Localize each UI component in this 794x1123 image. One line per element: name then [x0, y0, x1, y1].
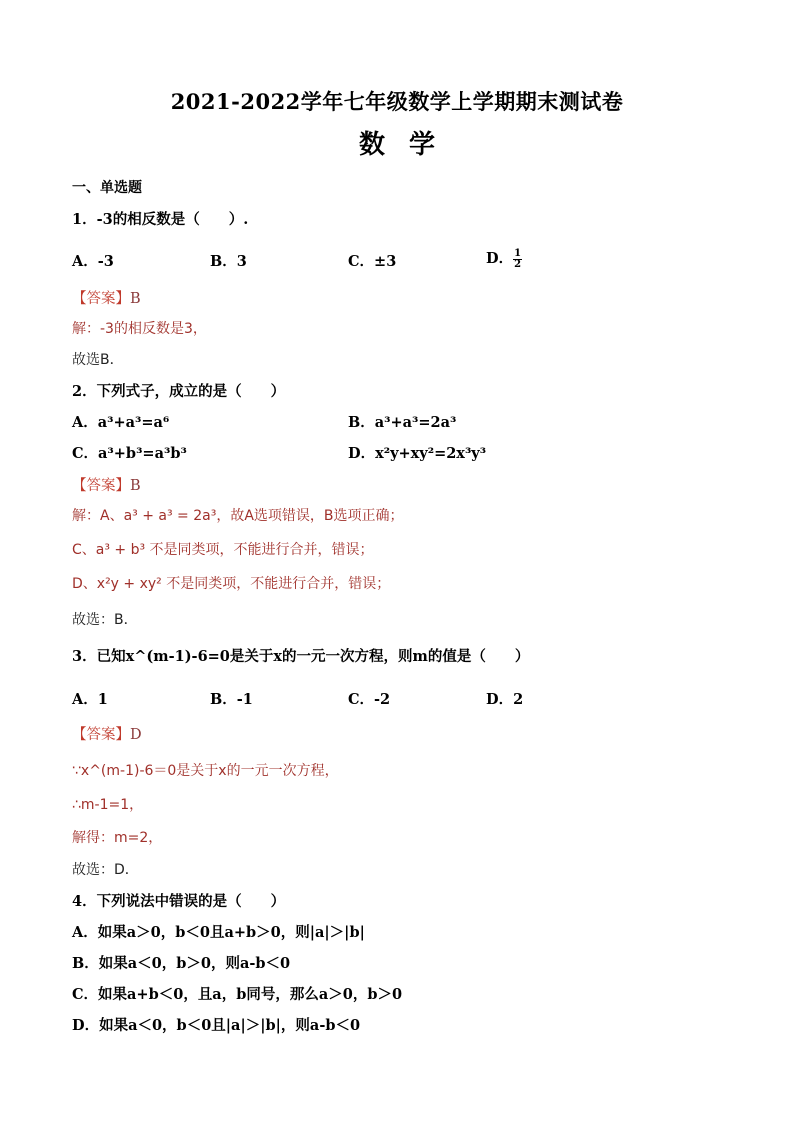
q4-option-d: D．如果a＜0，b＜0且|a|＞|b|，则a-b＜0 — [72, 1017, 361, 1034]
q2-solution-line-3: D、x²y + xy² 不是同类项，不能进行合并，错误； — [72, 576, 391, 592]
q4-option-a: A．如果a＞0，b＜0且a+b＞0，则|a|＞|b| — [72, 924, 365, 941]
q1-option-b: B．3 — [210, 253, 247, 270]
question-4-stem: 4．下列说法中错误的是（ ） — [72, 893, 286, 910]
q1-option-d: D． $\frac{1}{2}$ — [486, 247, 522, 270]
section-heading: 一、单选题 — [72, 180, 142, 196]
q3-solution-line-3: 解得：m=2， — [72, 830, 163, 846]
q3-option-a: A．1 — [72, 691, 108, 708]
q2-option-a: A．a³+a³=a⁶ — [72, 414, 170, 431]
q3-option-c: C．-2 — [348, 691, 391, 708]
q3-solution-line-2: ∴m-1=1， — [72, 797, 144, 813]
q4-option-b: B．如果a＜0，b＞0，则a-b＜0 — [72, 955, 291, 972]
question-3-stem: 3．已知x^(m-1)-6=0是关于x的一元一次方程，则m的值是（ ） — [72, 648, 530, 665]
q2-answer: 【答案】B — [72, 478, 141, 494]
q1-answer: 【答案】B — [72, 291, 141, 307]
q3-option-b: B．-1 — [210, 691, 253, 708]
q3-option-d: D．2 — [486, 691, 524, 708]
subject-heading: 数学 — [358, 130, 459, 160]
q2-solution-line-4: 故选：B． — [72, 612, 138, 628]
q1-option-c: C．±3 — [348, 253, 397, 270]
question-2-stem: 2．下列式子，成立的是（ ） — [72, 383, 286, 400]
q2-solution-line-1: 解：A、a³ + a³ = 2a³，故A选项错误，B选项正确； — [72, 508, 404, 524]
fraction-one-half: $\frac{1}{2}$ — [514, 247, 522, 270]
q2-option-b: B．a³+a³=2a³ — [348, 414, 457, 431]
question-1-stem: 1．-3的相反数是（ ）. — [72, 211, 249, 228]
q4-option-c: C．如果a+b＜0，且a，b同号，那么a＞0，b＞0 — [72, 986, 403, 1003]
q1-solution-line-1: 解：-3的相反数是3， — [72, 321, 207, 337]
q1-solution-line-2: 故选B． — [72, 352, 124, 368]
q2-option-d: D．x²y+xy²=2x³y³ — [348, 445, 487, 462]
q2-solution-line-2: C、a³ + b³ 不是同类项，不能进行合并，错误； — [72, 542, 374, 558]
q1-option-a: A．-3 — [72, 253, 114, 270]
q3-solution-line-1: ∵x^(m-1)-6＝0是关于x的一元一次方程， — [72, 763, 339, 779]
q2-option-c: C．a³+b³=a³b³ — [72, 445, 187, 462]
document-title: 2021-2022学年七年级数学上学期期末测试卷 — [170, 89, 624, 114]
q3-solution-line-4: 故选：D． — [72, 862, 139, 878]
q3-answer: 【答案】D — [72, 727, 142, 743]
